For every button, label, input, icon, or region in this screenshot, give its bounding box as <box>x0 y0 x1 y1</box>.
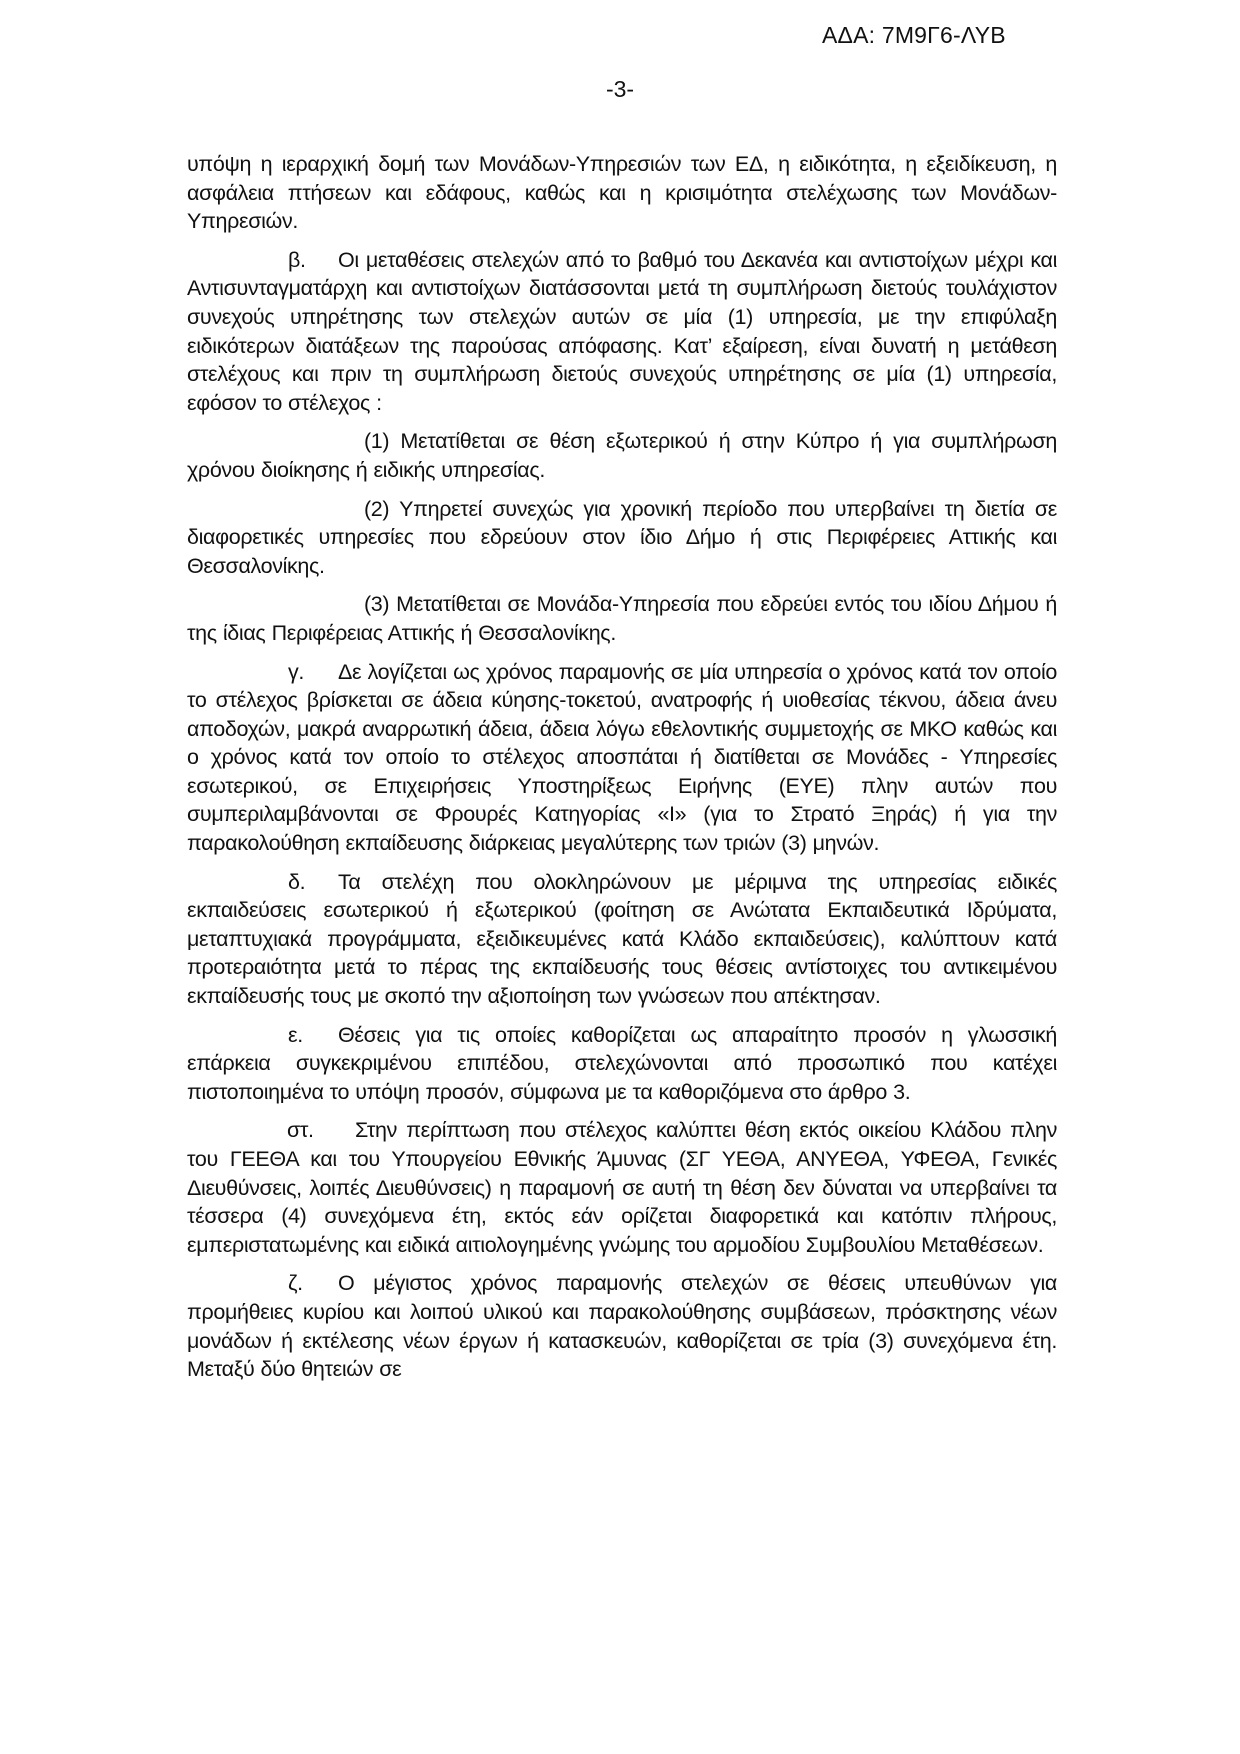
paragraph-b-1 <box>187 427 1057 484</box>
paragraph-d <box>187 868 1057 1011</box>
paragraph-text: Στην περίπτωση που στέλεχος καλύπτει θέση εκτός οικείου Κλάδου πλην του ΓΕΕΘΑ και του Υπουργείου Εθνικής Άμυνας (ΣΓ ΥΕΘΑ, ΑΝΥΕΘΑ, ΥΦΕΘΑ, Γενικές Διευθύνσεις, λοιπές Διευθύνσεις) η παραμονή σε αυτή τη θέση δεν δύναται να υπερβαίνει τα τέσσερα (4) συνεχόμενα έτη, εκτός εάν ορίζεται διαφορετικά και κατόπιν πλήρους, εμπεριστατωμένης και ειδικά αιτιολογημένης γνώμης του αρμοδίου Συμβουλίου Μεταθέσεων. <box>187 1118 1057 1257</box>
paragraph-label: δ. <box>288 869 306 894</box>
paragraph-text: Ο μέγιστος χρόνος παραμονής στελεχών σε θέσεις υπευθύνων για προμήθειες κυρίου και λοιπού υλικού και παρακολούθησης συμβάσεων, πρόσκτησης νέων μονάδων ή εκτέλεσης νέων έργων ή κατασκευών, καθορίζεται σε τρία (3) συνεχόμενα έτη. Μεταξύ δύο θητειών σε <box>187 1271 1057 1382</box>
paragraph-b <box>187 246 1057 418</box>
paragraph-text: Δε λογίζεται ως χρόνος παραμονής σε μία υπηρεσία ο χρόνος κατά τον οποίο το στέλεχος βρίσκεται σε άδεια κύησης-τοκετού, ανατροφής ή υιοθεσίας τέκνου, άδεια άνευ αποδοχών, μακρά αναρρωτική άδεια, άδεια λόγω εθελοντικής συμμετοχής σε ΜΚΟ καθώς και ο χρόνος κατά τον οποίο το στέλεχος αποσπάται ή διατίθεται σε Μονάδες - Υπηρεσίες εσωτερικού, σε Επιχειρήσεις Υποστηρίξεως Ειρήνης (ΕΥΕ) πλην αυτών που συμπεριλαμβάνονται σε Φρουρές Κατηγορίας «Ι» (για το Στρατό Ξηράς) ή για την παρακολούθηση εκπαίδευσης διάρκειας μεγαλύτερης των τριών (3) μηνών. <box>187 659 1057 856</box>
paragraph-label: β. <box>288 247 306 272</box>
page-number: -3- <box>605 76 635 102</box>
paragraph-intro <box>187 150 1057 236</box>
paragraph-st <box>187 1116 1057 1259</box>
paragraph-text: Οι μεταθέσεις στελεχών από το βαθμό του Δεκανέα και αντιστοίχων μέχρι και Αντισυνταγματάρχη και αντιστοίχων διατάσσονται μετά τη συμπλήρωση διετούς τουλάχιστον συνεχούς υπηρέτησης των στελεχών αυτών σε μία (1) υπηρεσία, με την επιφύλαξη ειδικότερων διατάξεων της παρούσας απόφασης. Κατ’ εξαίρεση, είναι δυνατή η μετάθεση στελέχους και πριν τη συμπλήρωση διετούς συνεχούς υπηρέτησης σε μία (1) υπηρεσία, εφόσον το στέλεχος : <box>187 247 1057 415</box>
paragraph-text: (1) Μετατίθεται σε θέση εξωτερικού ή στην Κύπρο ή για συμπλήρωση χρόνου διοίκησης ή ειδικής υπηρεσίας. <box>187 429 1057 482</box>
paragraph-label: ε. <box>288 1022 303 1047</box>
paragraph-label: ζ. <box>288 1271 303 1296</box>
paragraph-label: γ. <box>288 659 305 684</box>
paragraph-z <box>187 1269 1057 1383</box>
paragraph-b-3 <box>187 590 1057 647</box>
paragraph-text: Τα στελέχη που ολοκληρώνουν με μέριμνα της υπηρεσίας ειδικές εκπαιδεύσεις εσωτερικού ή εξωτερικού (φοίτηση σε Ανώτατα Εκπαιδευτικά Ιδρύματα, μεταπτυχιακά προγράμματα, εξειδικευμένες κατά Κλάδο εκπαιδεύσεις), καλύπτουν κατά προτεραιότητα μετά το πέρας της εκπαίδευσής τους θέσεις αντίστοιχες του αντικειμένου εκπαίδευσής τους με σκοπό την αξιοποίηση των γνώσεων που απέκτησαν. <box>187 869 1057 1009</box>
paragraph-text: Θέσεις για τις οποίες καθορίζεται ως απαραίτητο προσόν η γλωσσική επάρκεια συγκεκριμένου επιπέδου, στελεχώνονται από προσωπικό που κατέχει πιστοποιημένα το υπόψη προσόν, σύμφωνα με τα καθοριζόμενα στο άρθρο 3. <box>187 1022 1057 1104</box>
ada-document-code: ΑΔΑ: 7Μ9Γ6-ΛΥΒ <box>822 22 1006 48</box>
paragraph-text: (2) Υπηρετεί συνεχώς για χρονική περίοδο που υπερβαίνει τη διετία σε διαφορετικές υπηρεσίες που εδρεύουν στον ίδιο Δήμο ή στις Περιφέρειες Αττικής και Θεσσαλονίκης. <box>187 496 1057 578</box>
paragraph-b-2 <box>187 495 1057 581</box>
paragraph-text: υπόψη η ιεραρχική δομή των Μονάδων-Υπηρεσιών των ΕΔ, η ειδικότητα, η εξειδίκευση, η ασφάλεια πτήσεων και εδάφους, καθώς και η κρισιμότητα στελέχωσης των Μονάδων-Υπηρεσιών. <box>187 152 1057 234</box>
paragraph-text: (3) Μετατίθεται σε Μονάδα-Υπηρεσία που εδρεύει εντός του ιδίου Δήμου ή της ίδιας Περιφέρειας Αττικής ή Θεσσαλονίκης. <box>187 592 1057 645</box>
document-body <box>187 150 1057 1394</box>
paragraph-label: στ. <box>287 1118 314 1143</box>
paragraph-e <box>187 1021 1057 1107</box>
paragraph-g <box>187 658 1057 858</box>
